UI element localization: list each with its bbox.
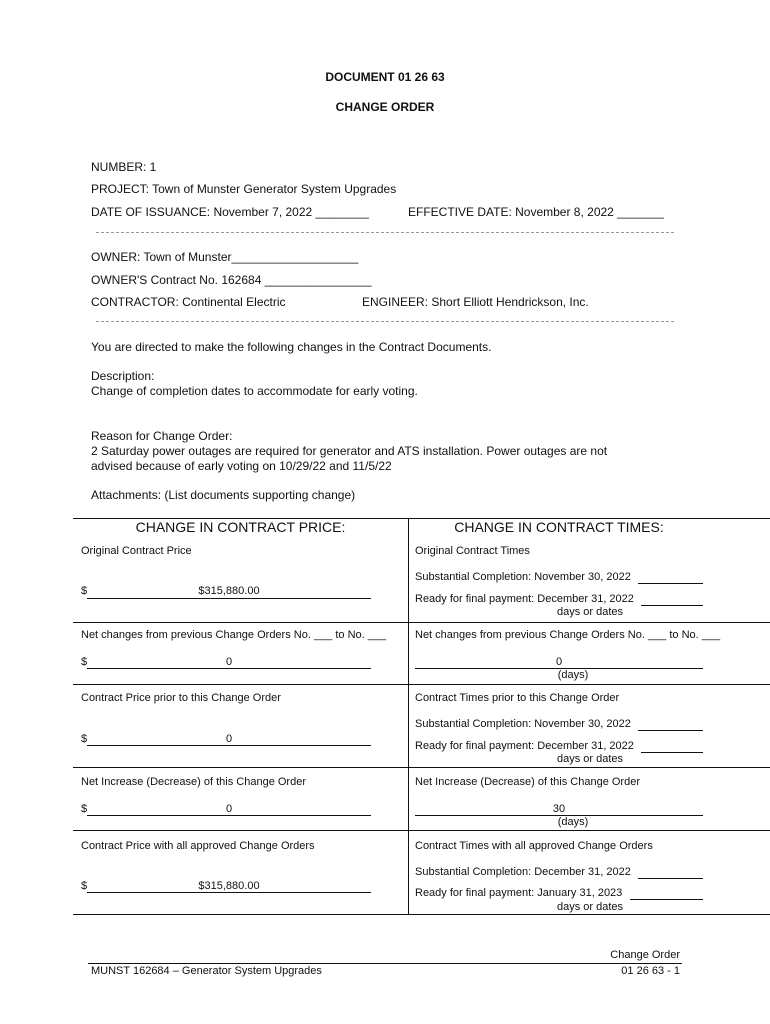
row-label-price-prior: Contract Price prior to this Change Order: [81, 692, 281, 704]
net-increase-times-value: 30: [552, 803, 566, 815]
description-label: Description:: [91, 369, 155, 383]
net-increase-price-value: 0: [225, 803, 233, 815]
row-label-original-times: Original Contract Times: [415, 545, 530, 557]
row-label-times-with-changes: Contract Times with all approved Change Orders: [415, 840, 653, 852]
fill-underline: [638, 583, 703, 584]
net-changes-times-value: 0: [555, 656, 563, 668]
table-row-border: [73, 622, 770, 623]
contract-price-header: CHANGE IN CONTRACT PRICE:: [135, 519, 346, 535]
project-line: PROJECT: Town of Munster Generator System Upgrades: [91, 182, 397, 196]
fill-underline: [630, 899, 703, 900]
dollar-sign: $: [81, 803, 88, 815]
owner-line: OWNER: Town of Munster___________________: [91, 250, 359, 264]
reason-label: Reason for Change Order:: [91, 429, 233, 443]
table-row-border: [73, 684, 770, 685]
row-label-net-increase-price: Net Increase (Decrease) of this Change Order: [81, 776, 306, 788]
substantial-completion-original: Substantial Completion: November 30, 2022: [415, 571, 631, 583]
row-label-times-prior: Contract Times prior to this Change Order: [415, 692, 620, 704]
dollar-sign: $: [81, 656, 88, 668]
days-or-dates-label: days or dates: [556, 606, 624, 618]
substantial-completion-final: Substantial Completion: December 31, 2022: [415, 866, 631, 878]
engineer-line: ENGINEER: Short Elliott Hendrickson, Inc.: [362, 295, 589, 309]
separator-line: [96, 232, 674, 233]
net-changes-price-value: 0: [225, 656, 233, 668]
footer-project: MUNST 162684 – Generator System Upgrades: [91, 965, 322, 977]
document-title: DOCUMENT 01 26 63: [325, 70, 445, 84]
fill-underline: [638, 730, 703, 731]
number-line: NUMBER: 1: [91, 160, 157, 174]
fill-underline: [638, 878, 703, 879]
contractor-line: CONTRACTOR: Continental Electric: [91, 295, 286, 309]
row-label-net-changes-price: Net changes from previous Change Orders No. ___ to No. ___: [81, 629, 387, 641]
substantial-completion-prior: Substantial Completion: November 30, 2022: [415, 718, 631, 730]
days-label: (days): [557, 816, 589, 828]
attachments-line: Attachments: (List documents supporting change): [91, 488, 356, 502]
effective-date: EFFECTIVE DATE: November 8, 2022 _______: [408, 205, 664, 219]
final-payment-original: Ready for final payment: December 31, 2022: [415, 593, 634, 605]
table-center-divider: [408, 518, 409, 915]
dollar-sign: $: [81, 585, 88, 597]
table-bottom-border: [73, 914, 770, 915]
price-underline: [87, 668, 371, 669]
owner-contract-line: OWNER'S Contract No. 162684 ________________: [91, 273, 372, 287]
days-or-dates-label: days or dates: [556, 901, 624, 913]
description-text: Change of completion dates to accommodate for early voting.: [91, 384, 418, 398]
price-underline: [87, 745, 371, 746]
table-row-border: [73, 830, 770, 831]
footer-rule: [88, 963, 682, 964]
dollar-sign: $: [81, 880, 88, 892]
directive-text: You are directed to make the following changes in the Contract Documents.: [91, 340, 492, 354]
final-payment-prior: Ready for final payment: December 31, 2022: [415, 740, 634, 752]
original-contract-price-value: $315,880.00: [198, 585, 260, 597]
reason-text-line-1: 2 Saturday power outages are required for generator and ATS installation. Power outages are not: [91, 444, 608, 458]
separator-line: [96, 321, 674, 322]
price-underline: [87, 815, 371, 816]
days-or-dates-label: days or dates: [556, 753, 624, 765]
final-payment-final: Ready for final payment: January 31, 2023: [415, 887, 623, 899]
days-label: (days): [557, 669, 589, 681]
price-underline: [87, 892, 371, 893]
document-subtitle: CHANGE ORDER: [335, 100, 435, 114]
table-row-border: [73, 767, 770, 768]
price-underline: [87, 598, 371, 599]
row-label-price-with-changes: Contract Price with all approved Change Orders: [81, 840, 315, 852]
row-label-net-changes-times: Net changes from previous Change Orders No. ___ to No. ___: [415, 629, 721, 641]
price-with-changes-value: $315,880.00: [198, 880, 260, 892]
footer-section-name: Change Order: [610, 949, 680, 961]
contract-times-header: CHANGE IN CONTRACT TIMES:: [454, 519, 664, 535]
dollar-sign: $: [81, 733, 88, 745]
row-label-net-increase-times: Net Increase (Decrease) of this Change Order: [415, 776, 640, 788]
row-label-original-price: Original Contract Price: [81, 545, 192, 557]
footer-page-number: 01 26 63 - 1: [621, 965, 680, 977]
price-prior-value: 0: [225, 733, 233, 745]
issuance-date: DATE OF ISSUANCE: November 7, 2022 ________: [91, 205, 369, 219]
reason-text-line-2: advised because of early voting on 10/29/22 and 11/5/22: [91, 459, 392, 473]
